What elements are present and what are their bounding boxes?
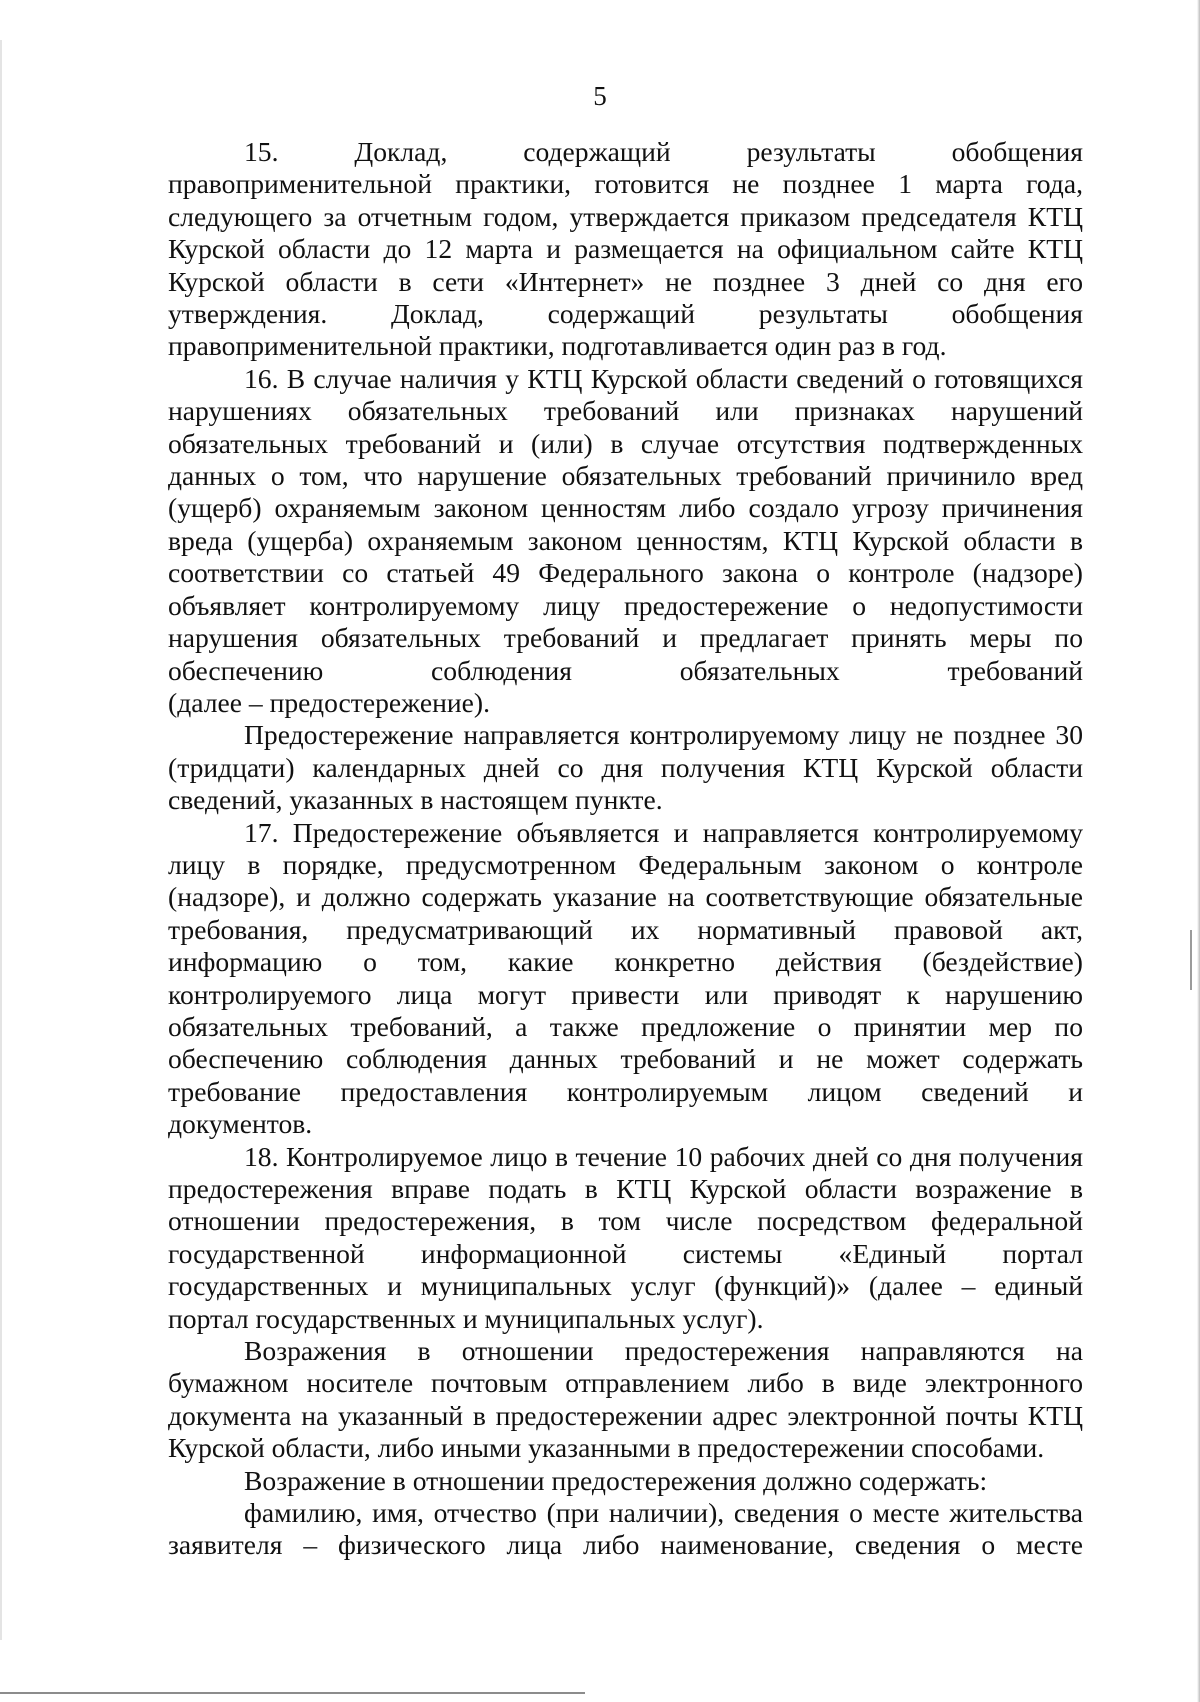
text-line: Курской области в сети «Интернет» не позднее 3 дней со дня его [168, 265, 1083, 297]
text-line: следующего за отчетным годом, утверждается приказом председателя КТЦ [168, 200, 1083, 232]
text-line: портал государственных и муниципальных услуг). [168, 1302, 764, 1334]
text-line: обеспечению соблюдения обязательных требований [168, 654, 1083, 686]
scan-mark [1190, 930, 1192, 990]
text-line: (ущерб) охраняемым законом ценностям либо создало угрозу причинения [168, 492, 1083, 524]
text-line: обязательных требований и (или) в случае отсутствия подтвержденных [168, 427, 1083, 459]
text-line: информацию о том, какие конкретно действия (бездействие) [168, 946, 1083, 978]
text-line: Курской области, либо иными указанными в предостережении способами. [168, 1432, 1045, 1464]
text-line: (надзоре), и должно содержать указание на соответствующие обязательные [168, 881, 1083, 913]
text-line: заявителя – физического лица либо наименование, сведения о месте [168, 1529, 1083, 1561]
text-line: объявляет контролируемому лицу предостережение о недопустимости [168, 589, 1083, 621]
text-line: соответствии со статьей 49 Федерального закона о контроле (надзоре) [168, 557, 1083, 589]
text-line: Курской области до 12 марта и размещается на официальном сайте КТЦ [168, 233, 1083, 265]
text-line: отношении предостережения, в том числе посредством федеральной [168, 1205, 1083, 1237]
text-line: данных о том, что нарушение обязательных требований причинило вред [168, 460, 1083, 492]
text-line: правоприменительной практики, подготавливается один раз в год. [168, 330, 947, 362]
paragraph [168, 136, 1083, 363]
paragraph [168, 363, 1083, 719]
text-line: 16. В случае наличия у КТЦ Курской области сведений о готовящихся [244, 362, 1083, 394]
text-line: государственной информационной системы «Единый портал [168, 1237, 1083, 1269]
text-line: документов. [168, 1108, 313, 1140]
text-line: Возражения в отношении предостережения направляются на [244, 1335, 1083, 1367]
text-line: контролируемого лица могут привести или приводят к нарушению [168, 978, 1083, 1010]
text-line: 17. Предостережение объявляется и направляется контролируемому [244, 816, 1083, 848]
text-line: бумажном носителе почтовым отправлением либо в виде электронного [168, 1367, 1083, 1399]
text-line: (тридцати) календарных дней со дня получения КТЦ Курской области [168, 751, 1083, 783]
text-line: нарушения обязательных требований и предлагает принять меры по [168, 622, 1083, 654]
scan-edge-left [0, 40, 2, 1640]
text-line: обеспечению соблюдения данных требований и не может содержать [168, 1043, 1083, 1075]
text-line: сведений, указанных в настоящем пункте. [168, 784, 663, 816]
text-line: (далее – предостережение). [168, 686, 490, 718]
text-line: Возражение в отношении предостережения должно содержать: [244, 1464, 988, 1496]
paragraph [168, 1335, 1083, 1465]
text-line: государственных и муниципальных услуг (функций)» (далее – единый [168, 1270, 1083, 1302]
text-line: документа на указанный в предостережении адрес электронной почты КТЦ [168, 1399, 1083, 1431]
paragraph [168, 1141, 1083, 1335]
page-number: 5 [593, 81, 607, 111]
text-line: обязательных требований, а также предложение о принятии мер по [168, 1010, 1083, 1042]
text-line: требования, предусматривающий их нормативный правовой акт, [168, 913, 1083, 945]
document-body [168, 136, 1083, 1562]
text-line: лицу в порядке, предусмотренном Федеральным законом о контроле [168, 848, 1083, 880]
text-line: требование предоставления контролируемым лицом сведений и [168, 1075, 1083, 1107]
text-line: фамилию, имя, отчество (при наличии), сведения о месте жительства [244, 1497, 1083, 1529]
paragraph [168, 1497, 1083, 1562]
text-line: вреда (ущерба) охраняемым законом ценностям, КТЦ Курской области в [168, 524, 1083, 556]
paragraph [168, 719, 1083, 816]
paragraph [168, 1465, 1083, 1497]
text-line: предостережения вправе подать в КТЦ Курской области возражение в [168, 1173, 1083, 1204]
text-line: Предостережение направляется контролируемому лицу не позднее 30 [244, 719, 1083, 751]
text-line: 18. Контролируемое лицо в течение 10 рабочих дней со дня получения [244, 1140, 1083, 1172]
text-line: правоприменительной практики, готовится не позднее 1 марта года, [168, 168, 1083, 200]
text-line: 15. Доклад, содержащий результаты обобщения [244, 136, 1083, 167]
paragraph [168, 817, 1083, 1141]
scan-edge-bottom [0, 1692, 585, 1694]
text-line: нарушениях обязательных требований или признаках нарушений [168, 395, 1083, 427]
text-line: утверждения. Доклад, содержащий результаты обобщения [168, 298, 1083, 330]
